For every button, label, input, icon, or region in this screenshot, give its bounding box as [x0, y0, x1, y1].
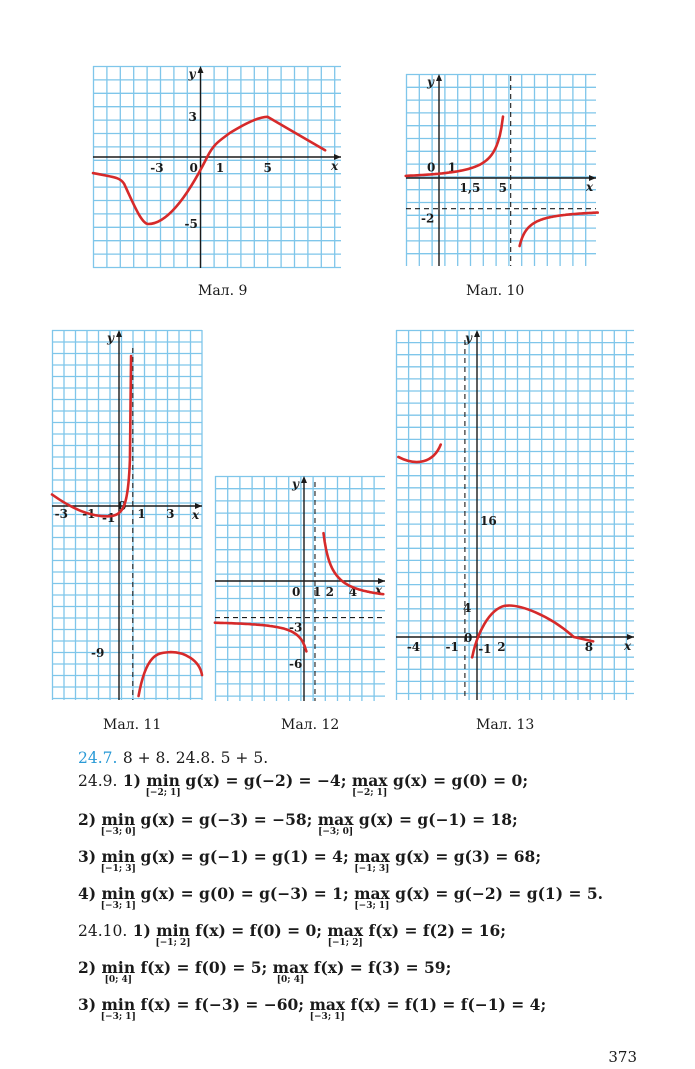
tick-label: 1	[137, 507, 146, 521]
min-value: g(x) = g(−1) = g(1) = 4;	[140, 847, 349, 866]
max-operator: max [0; 4]	[272, 958, 309, 985]
tick-label: -3	[54, 507, 68, 521]
tick-label: 4	[463, 600, 472, 615]
answer-text: 8 + 8.	[122, 749, 171, 767]
answer-24-9-1	[78, 771, 529, 798]
answer-24-7-8	[78, 748, 268, 767]
min-value: g(x) = g(−3) = −58;	[140, 810, 313, 829]
min-operator: min [−1; 3]	[100, 847, 136, 874]
x-axis-label: x	[192, 508, 200, 522]
max-operator: max [−1; 2]	[327, 921, 364, 948]
tick-label: -1	[445, 640, 459, 654]
tick-label: -5	[184, 217, 198, 231]
grid	[52, 330, 202, 700]
tick-label: 0	[427, 160, 436, 175]
graph-fig9	[93, 66, 341, 268]
tick-label: 0	[189, 161, 198, 175]
caption-fig10: Мал. 10	[466, 283, 525, 299]
caption-fig9: Мал. 9	[198, 283, 248, 299]
max-operator: max [−3; 1]	[354, 884, 390, 911]
tick-label: -3	[150, 161, 164, 175]
answer-24-10-2	[78, 958, 452, 985]
figure-12	[215, 476, 385, 701]
figure-10	[406, 74, 596, 266]
tick-label: 2	[497, 640, 506, 654]
tick-label: 0	[118, 499, 127, 513]
caption-fig12: Мал. 12	[281, 717, 340, 733]
min-value: g(x) = g(0) = g(−3) = 1;	[140, 884, 349, 903]
max-value: f(x) = f(3) = 59;	[313, 958, 452, 977]
tick-label: -2	[421, 211, 435, 226]
answer-24-10-3	[78, 995, 547, 1022]
min-value: f(x) = f(0) = 0;	[195, 921, 322, 940]
y-axis-label: y	[107, 331, 114, 345]
tick-label: 1,5	[459, 181, 481, 195]
x-axis-label: x	[375, 583, 383, 597]
max-value: f(x) = f(2) = 16;	[368, 921, 507, 940]
answer-24-10-1	[78, 921, 507, 948]
grid	[396, 330, 634, 700]
figure-9	[93, 66, 341, 268]
graph-fig13	[396, 330, 634, 700]
max-operator: max [−2; 1]	[351, 771, 388, 798]
min-operator: min [−3; 0]	[100, 810, 136, 837]
item-number: 3)	[78, 995, 97, 1014]
tick-label: 5	[498, 181, 508, 195]
item-number: 2)	[78, 810, 97, 829]
min-operator: min [−3; 1]	[100, 995, 136, 1022]
tick-label: 0	[292, 585, 301, 599]
answer-text: 5 + 5.	[220, 749, 269, 767]
item-number: 2)	[78, 958, 97, 977]
exercise-number: 24.8.	[175, 749, 216, 767]
max-value: g(x) = g(3) = 68;	[395, 847, 542, 866]
tick-label: 16	[480, 513, 497, 528]
tick-label: -9	[91, 646, 105, 661]
exercise-number: 24.7.	[78, 749, 118, 767]
tick-label: -1	[478, 642, 492, 656]
min-value: f(x) = f(−3) = −60;	[140, 995, 305, 1014]
tick-label: 1	[312, 585, 322, 599]
max-value: f(x) = f(1) = f(−1) = 4;	[350, 995, 547, 1014]
figure-11	[52, 330, 202, 700]
tick-label: -4	[406, 640, 421, 654]
max-value: g(x) = g(−2) = g(1) = 5.	[395, 884, 604, 903]
min-operator: min [−1; 2]	[155, 921, 191, 948]
x-axis-label: x	[331, 159, 339, 173]
x-axis-label: x	[586, 180, 594, 194]
tick-label: 3	[166, 507, 175, 521]
min-operator: min [−3; 1]	[100, 884, 136, 911]
y-axis-label: y	[465, 331, 472, 345]
exercise-number: 24.10.	[78, 922, 128, 940]
caption-fig11: Мал. 11	[103, 717, 162, 733]
tick-label: 1	[215, 161, 225, 175]
item-number: 1)	[132, 921, 151, 940]
function-curve	[139, 652, 202, 696]
tick-label: 5	[263, 161, 272, 175]
tick-label: 1	[447, 160, 457, 175]
min-operator: min [−2; 1]	[145, 771, 181, 798]
caption-fig13: Мал. 13	[476, 717, 535, 733]
y-axis-label: y	[292, 477, 299, 491]
graph-fig10	[406, 74, 596, 266]
item-number: 4)	[78, 884, 97, 903]
min-value: g(x) = g(−2) = −4;	[185, 771, 347, 790]
min-operator: min [0; 4]	[101, 958, 136, 985]
max-value: g(x) = g(−1) = 18;	[358, 810, 518, 829]
item-number: 1)	[122, 771, 141, 790]
function-curve	[398, 445, 440, 462]
tick-label: 2	[325, 585, 334, 599]
figure-13	[396, 330, 634, 700]
tick-label: 4	[348, 585, 358, 599]
page-number: 373	[608, 1048, 637, 1066]
graph-fig12	[215, 476, 385, 701]
tick-label: -1	[102, 511, 116, 525]
tick-label: -6	[289, 657, 303, 672]
item-number: 3)	[78, 847, 97, 866]
max-operator: max [−1; 3]	[354, 847, 390, 874]
min-value: f(x) = f(0) = 5;	[140, 958, 268, 977]
graph-fig11	[52, 330, 202, 700]
y-axis-label: y	[427, 75, 434, 89]
answer-24-9-3	[78, 847, 542, 874]
answer-24-9-2	[78, 810, 518, 837]
x-axis-label: x	[624, 639, 632, 653]
tick-label: -1	[82, 507, 96, 521]
max-operator: max [−3; 0]	[317, 810, 354, 837]
tick-label: 3	[188, 109, 197, 124]
tick-label: 8	[584, 640, 594, 654]
tick-label: -3	[289, 620, 303, 635]
answer-24-9-4	[78, 884, 604, 911]
tick-label: 0	[464, 631, 473, 645]
y-axis-label: y	[188, 67, 196, 81]
exercise-number: 24.9.	[78, 772, 118, 790]
max-operator: max [−3; 1]	[309, 995, 346, 1022]
max-value: g(x) = g(0) = 0;	[392, 771, 529, 790]
